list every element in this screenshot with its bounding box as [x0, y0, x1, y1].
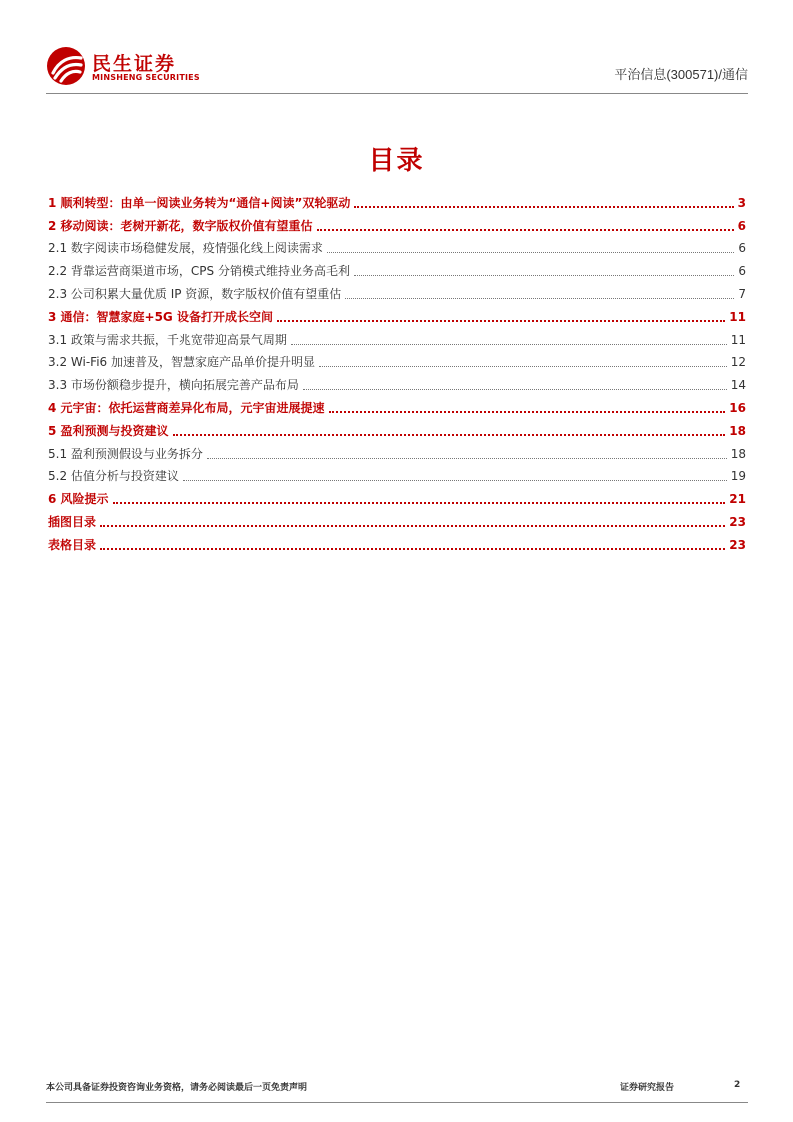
toc-entry-label: 4 元宇宙：依托运营商差异化布局，元宇宙进展提速 [48, 400, 325, 415]
toc-dot-leader [354, 206, 733, 208]
minsheng-logo-icon [46, 46, 86, 86]
toc-dot-leader [100, 525, 725, 527]
table-of-contents [48, 188, 746, 553]
toc-entry-label: 2.3 公司积累大量优质 IP 资源，数字版权价值有望重估 [48, 286, 342, 301]
footer-page-number: 2 [734, 1080, 741, 1090]
toc-entry[interactable] [48, 256, 746, 279]
toc-entry-label: 5.2 估值分析与投资建议 [48, 469, 179, 484]
toc-entry-page: 6 [738, 241, 746, 256]
toc-dot-leader [319, 366, 727, 367]
toc-dot-leader [327, 252, 734, 253]
toc-entry-page: 3 [737, 195, 746, 210]
toc-entry[interactable] [48, 234, 746, 257]
toc-dot-leader [113, 502, 726, 504]
toc-title: 目录 [368, 146, 425, 176]
toc-entry-page: 14 [730, 378, 746, 393]
toc-entry[interactable] [48, 370, 746, 393]
toc-entry[interactable] [48, 484, 746, 507]
toc-entry-page: 23 [729, 537, 746, 552]
toc-entry-label: 3.3 市场份额稳步提升，横向拓展完善产品布局 [48, 378, 299, 393]
toc-entry-label: 3 通信：智慧家庭+5G 设备打开成长空间 [48, 309, 273, 324]
toc-entry-label: 3.1 政策与需求共振，千兆宽带迎高景气周期 [48, 332, 287, 347]
toc-entry[interactable] [48, 439, 746, 462]
toc-entry-page: 23 [729, 514, 746, 529]
toc-entry[interactable] [48, 393, 746, 416]
toc-entry-label: 5.1 盈利预测假设与业务拆分 [48, 446, 203, 461]
toc-entry-page: 18 [729, 423, 746, 438]
toc-dot-leader [207, 458, 727, 459]
toc-entry-label: 6 风险提示 [48, 492, 109, 507]
logo-english-name: MINSHENG SECURITIES [92, 73, 200, 82]
toc-dot-leader [100, 548, 725, 550]
toc-entry[interactable] [48, 348, 746, 371]
logo-chinese-name: 民生证券 [92, 53, 177, 75]
toc-entry[interactable] [48, 462, 746, 485]
toc-entry-label: 插图目录 [48, 514, 97, 529]
toc-entry[interactable] [48, 279, 746, 302]
footer-report-type: 证券研究报告 [620, 1083, 675, 1093]
toc-entry-label: 3.2 Wi-Fi6 加速普及，智慧家庭产品单价提升明显 [48, 355, 315, 370]
toc-entry[interactable] [48, 507, 746, 530]
toc-dot-leader [303, 389, 727, 390]
footer-disclaimer: 本公司具备证券投资咨询业务资格，请务必阅读最后一页免责声明 [46, 1083, 308, 1093]
toc-dot-leader [354, 275, 734, 276]
toc-entry[interactable] [48, 530, 746, 553]
toc-entry-label: 1 顺利转型：由单一阅读业务转为“通信+阅读”双轮驱动 [48, 195, 351, 210]
header-divider [46, 93, 748, 94]
toc-entry[interactable] [48, 211, 746, 234]
company-ticker-sector: 平治信息(300571)/通信 [614, 67, 748, 82]
toc-entry-page: 21 [729, 492, 746, 507]
toc-entry-label: 2.2 背靠运营商渠道市场，CPS 分销模式维持业务高毛利 [48, 264, 350, 279]
toc-dot-leader [329, 411, 726, 413]
page-header [46, 42, 748, 94]
toc-entry-label: 5 盈利预测与投资建议 [48, 423, 169, 438]
toc-dot-leader [173, 434, 726, 436]
toc-entry-page: 19 [730, 469, 746, 484]
toc-entry-page: 11 [730, 332, 746, 347]
toc-entry-page: 12 [730, 355, 746, 370]
toc-entry-label: 表格目录 [48, 537, 97, 552]
toc-entry[interactable] [48, 302, 746, 325]
toc-entry-label: 2.1 数字阅读市场稳健发展，疫情强化线上阅读需求 [48, 241, 323, 256]
toc-entry-page: 18 [730, 446, 746, 461]
toc-entry[interactable] [48, 325, 746, 348]
toc-entry-label: 2 移动阅读：老树开新花，数字版权价值有望重估 [48, 218, 313, 233]
toc-entry-page: 6 [738, 264, 746, 279]
toc-entry[interactable] [48, 188, 746, 211]
footer-divider [46, 1102, 748, 1103]
toc-dot-leader [183, 480, 727, 481]
toc-entry[interactable] [48, 416, 746, 439]
toc-dot-leader [277, 320, 725, 322]
toc-entry-page: 11 [729, 309, 746, 324]
toc-entry-page: 7 [738, 286, 746, 301]
toc-entry-page: 6 [737, 218, 746, 233]
toc-dot-leader [317, 229, 734, 231]
toc-entry-page: 16 [729, 400, 746, 415]
minsheng-logo [46, 46, 206, 88]
toc-dot-leader [291, 344, 727, 345]
toc-dot-leader [345, 298, 734, 299]
